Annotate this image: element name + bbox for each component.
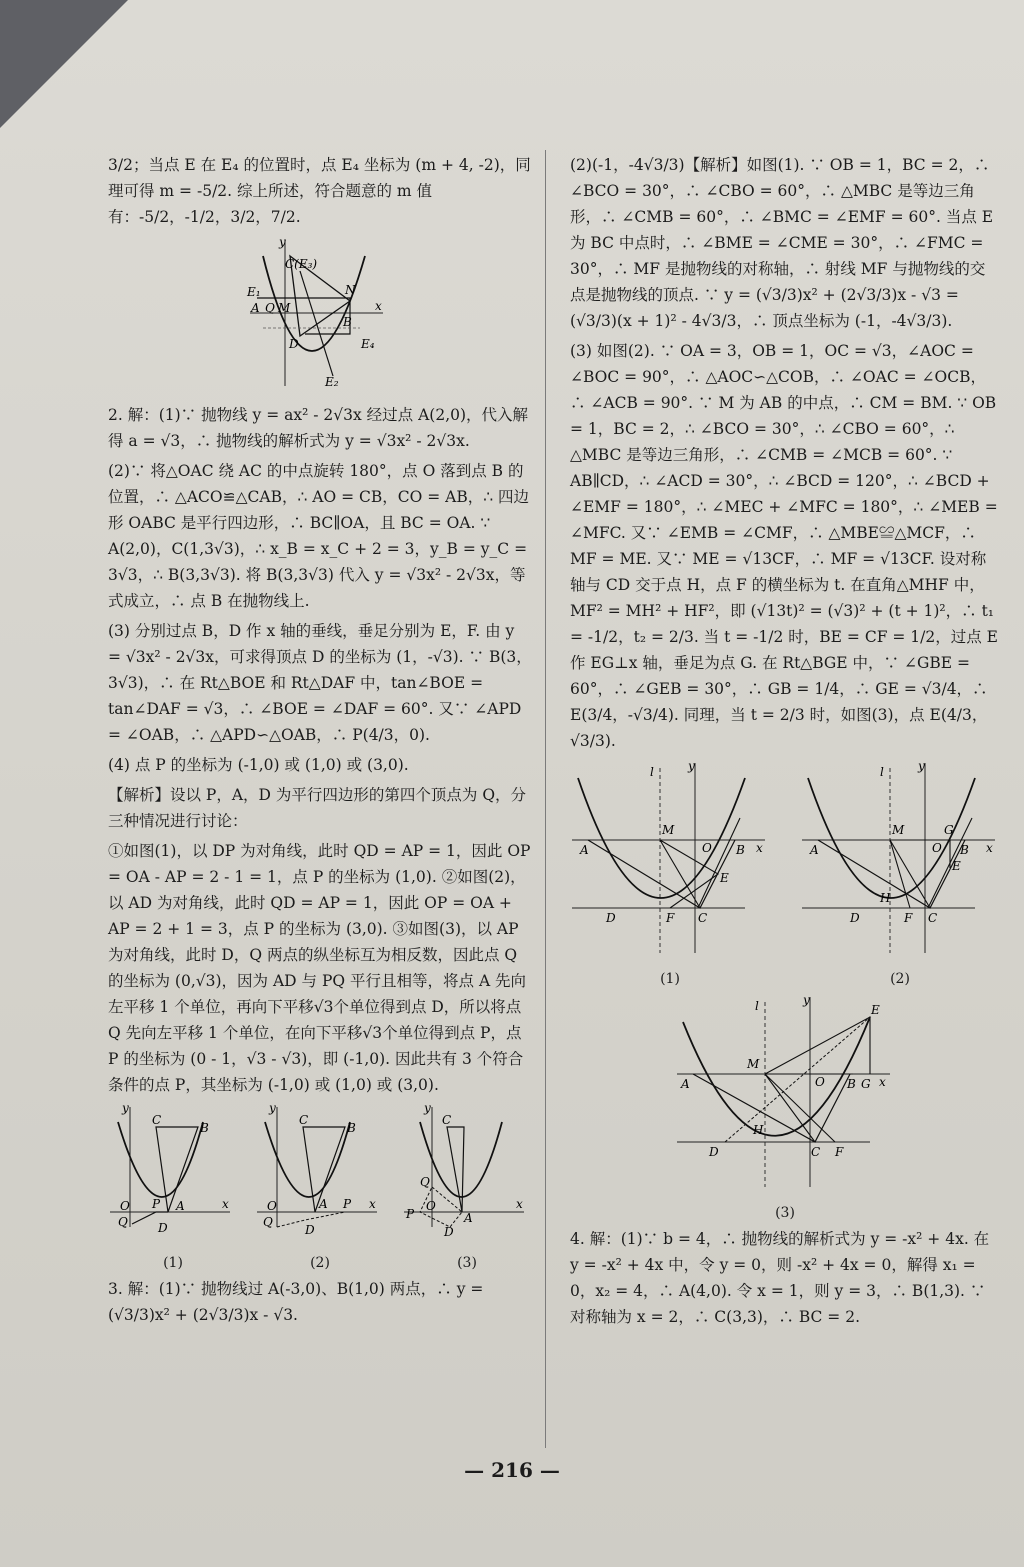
q3fig2-label-a: A — [810, 843, 819, 857]
q2-part3: (3) 分别过点 B，D 作 x 轴的垂线，垂足分别为 E，F. 由 y = √3x² - 2√3x，可求得顶点 D 的坐标为 (1，-√3). ∵ B(3，3√3)，∴ 在 Rt△BOE 和 Rt△DAF 中，tan∠BOE = tan∠DAF = √3，∴ ∠BOE = ∠DAF = 60°. 又∵ ∠APD = ∠OAB，∴ △APD∽△OAB，∴ P(4/3，0). — [108, 622, 532, 744]
q3fig2-label-m: M — [892, 823, 905, 837]
q3fig2-label-d: D — [850, 911, 860, 925]
fig3-label-q: Q — [420, 1175, 430, 1189]
q3fig3-label-l: l — [755, 999, 759, 1013]
q3fig2-label-b: B — [960, 843, 969, 857]
q3fig1-label-f: F — [666, 911, 675, 925]
fig2-label-d: D — [305, 1223, 315, 1237]
fig-q3-2 — [800, 758, 1000, 992]
q3-part2: (2)(-1，-4√3/3)【解析】如图(1). ∵ OB = 1，BC = 2，∴ ∠BCO = 30°，∴ ∠CBO = 60°，∴ △MBC 是等边三角形，∴ ∠CMB = 60°，∴ ∠BMC = ∠EMF = 60°. 当点 E 为 BC 中点时，∴ ∠BME = ∠CME = 30°，∴ ∠FMC = 30°，∴ MF 是抛物线的对称轴，∴ 射线 MF 与抛物线的交点是抛物线的顶点. ∵ y = (√3/3)x² + (2√3/3)x - √3 = (√3/3)(x + 1)² - 4√3/3，∴ 顶点坐标为 (-1，-4√3/3). — [570, 156, 994, 330]
figure-row-q3 — [570, 758, 1000, 992]
left-para-1: 3/2；当点 E 在 E₄ 的位置时，点 E₄ 坐标为 (m + 4, -2)，同理可得 m = -5/2. 综上所述，符合题意的 m 值有：-5/2，-1/2，3/2，7/2. — [108, 156, 531, 226]
q2-analysis: 【解析】设以 P，A，D 为平行四边形的第四个顶点为 Q，分三种情况进行讨论： — [108, 786, 527, 830]
fig2-label-a: A — [319, 1197, 328, 1211]
fig3-label-p: P — [406, 1207, 415, 1221]
fig3-label-y: y — [424, 1102, 431, 1115]
page-corner-shadow — [0, 0, 128, 128]
q3-part3: (3) 如图(2). ∵ OA = 3，OB = 1，OC = √3，∠AOC = ∠BOC = 90°，∴ △AOC∽△COB，∴ ∠OAC = ∠OCB，∴ ∠ACB = 90°. ∵ M 为 AB 的中点，∴ CM = BM. ∵ OB = 1，BC = 2，∴ ∠BCO = 30°，∴ ∠CBO = 60°，∴ △MBC 是等边三角形，∴ ∠CMB = ∠MCB = 60°. ∵ AB∥CD，∴ ∠ACD = 30°，∴ ∠BCD = 120°，∴ ∠BCD + ∠EMF = 180°，∴ ∠MEC + ∠MFC = 180°，∴ ∠MEB = ∠MFC. 又∵ ∠EMB = ∠CMF，∴ △MBE≌△MCF，∴ MF = ME. 又∵ ME = √13CF，∴ MF = √13CF. 设对称轴与 CD 交于点 H，点 F 的横坐标为 t. 在直角△MHF 中，MF² = MH² + HF²，即 (√13t)² = (√3)² + (t + 1)²，∴ t₁ = -1/2，t₂ = 2/3. 当 t = -1/2 时，BE = CF = 1/2，过点 E 作 EG⊥x 轴，垂足为点 G. 在 Rt△BGE 中，∵ ∠GBE = 60°，∴ ∠GEB = 30°，∴ GB = 1/4，∴ GE = √3/4，∴ E(3/4，-√3/4). 同理，当 t = 2/3 时，如图(3)，点 E(4/3，√3/3). — [570, 342, 998, 750]
q3fig1-label-l: l — [650, 765, 654, 779]
q3fig3-label-a: A — [681, 1077, 690, 1091]
column-divider — [545, 150, 546, 1448]
fig-top-label-m: M — [278, 301, 291, 315]
q3fig3-label-o: O — [815, 1075, 825, 1089]
q3fig2-label-y: y — [918, 759, 925, 773]
q3fig3-label-y: y — [803, 993, 810, 1007]
q3fig1-label-o: O — [702, 841, 712, 855]
q3fig1-label-e: E — [720, 871, 729, 885]
q2-part1: 2. 解：(1)∵ 抛物线 y = ax² - 2√3x 经过点 A(2,0)，代入解得 a = √3，∴ 抛物线的解析式为 y = √3x² - 2√3x. — [108, 406, 529, 450]
fig1-label-a: A — [176, 1199, 185, 1213]
fig-q3-3 — [675, 992, 895, 1226]
fig2-label-x: x — [369, 1197, 376, 1211]
fig-parallelogram-2 — [255, 1102, 385, 1276]
fig2-label-b: B — [347, 1121, 356, 1135]
left-column — [108, 152, 532, 1332]
q3fig3-label-f: F — [835, 1145, 844, 1159]
q3fig3-label-g: G — [861, 1077, 871, 1091]
fig-top-label-q: Q — [265, 301, 275, 315]
fig3-label-c: C — [442, 1113, 452, 1127]
fig1-label-d: D — [158, 1221, 168, 1235]
q3fig2-label-o: O — [932, 841, 942, 855]
fig2-label-q: Q — [263, 1215, 273, 1229]
fig-top-label-n: N — [345, 283, 356, 297]
fig1-caption: (1) — [163, 1255, 183, 1271]
fig2-label-y: y — [269, 1102, 276, 1115]
fig3-label-a: A — [464, 1211, 473, 1225]
q3fig3-label-b: B — [847, 1077, 856, 1091]
fig-parallelogram-3 — [402, 1102, 532, 1276]
q3-part1: 3. 解：(1)∵ 抛物线过 A(-3,0)、B(1,0) 两点，∴ y = (√3/3)x² + (2√3/3)x - √3. — [108, 1280, 484, 1324]
fig-top-label-e4: E₄ — [361, 337, 375, 351]
q3fig1-label-m: M — [662, 823, 675, 837]
q3fig3-caption: (3) — [775, 1205, 795, 1221]
fig2-label-p: P — [343, 1197, 352, 1211]
fig2-caption: (2) — [310, 1255, 330, 1271]
q3fig2-label-f: F — [904, 911, 913, 925]
fig-q3-1 — [570, 758, 770, 992]
fig-parallelogram-1 — [108, 1102, 238, 1276]
fig3-label-x: x — [516, 1197, 523, 1211]
figure-row-parallelograms — [108, 1102, 532, 1276]
fig3-label-o: O — [426, 1199, 436, 1213]
fig-top-label-x: x — [375, 299, 382, 313]
fig1-label-y: y — [122, 1102, 129, 1115]
q3fig3-label-m: M — [747, 1057, 760, 1071]
fig1-label-x: x — [222, 1197, 229, 1211]
fig1-label-o: O — [120, 1199, 130, 1213]
q3fig3-label-x: x — [879, 1075, 886, 1089]
q3fig1-label-d: D — [606, 911, 616, 925]
q3fig3-label-d: D — [709, 1145, 719, 1159]
q3fig2-label-h: H — [880, 891, 891, 905]
fig1-label-p: P — [152, 1197, 161, 1211]
q2-part4: (4) 点 P 的坐标为 (-1,0) 或 (1,0) 或 (3,0). — [108, 756, 409, 774]
q3fig1-label-c: C — [698, 911, 708, 925]
fig-top-label-c: C(E₃) — [285, 257, 318, 271]
fig-top-label-e2: E₂ — [325, 375, 339, 389]
fig3-label-d: D — [444, 1225, 454, 1239]
fig3-caption: (3) — [457, 1255, 477, 1271]
fig-top-label-d: D — [289, 337, 299, 351]
fig2-label-c: C — [299, 1113, 309, 1127]
page-number: — 216 — — [464, 1458, 560, 1482]
q3fig2-label-g: G — [944, 823, 954, 837]
fig1-label-q: Q — [118, 1215, 128, 1229]
q2-part2: (2)∵ 将△OAC 绕 AC 的中点旋转 180°，点 O 落到点 B 的位置，∴ △ACO≌△CAB，∴ AO = CB，CO = AB，∴ 四边形 OABC 是平行四边形，∴ BC∥OA，且 BC = OA. ∵ A(2,0)，C(1,3√3)，∴ x_B = x_C + 2 = 3，y_B = y_C = 3√3，∴ B(3,3√3). 将 B(3,3√3) 代入 y = √3x² - 2√3x，等式成立，∴ 点 B 在抛物线上. — [108, 462, 530, 610]
fig-top-label-b: B — [343, 315, 352, 329]
q3fig1-label-y: y — [688, 759, 695, 773]
fig2-label-o: O — [267, 1199, 277, 1213]
q3fig1-caption: (1) — [660, 971, 680, 987]
q4-part1: 4. 解：(1)∵ b = 4，∴ 抛物线的解析式为 y = -x² + 4x. 在 y = -x² + 4x 中，令 y = 0，则 -x² + 4x = 0，解得 x₁ = 0，x₂ = 4，∴ A(4,0). 令 x = 1，则 y = 3，∴ B(1,3). ∵ 对称轴为 x = 2，∴ C(3,3)，∴ BC = 2. — [570, 1230, 990, 1326]
q3fig2-label-c: C — [928, 911, 938, 925]
q3fig2-label-x: x — [986, 841, 993, 855]
q3fig2-caption: (2) — [890, 971, 910, 987]
q3fig3-label-e: E — [871, 1003, 880, 1017]
q2-cases: ①如图(1)，以 DP 为对角线，此时 QD = AP = 1，因此 OP = OA - AP = 2 - 1 = 1，点 P 的坐标为 (1,0). ②如图(2)，以 AD 为对角线，此时 QD = AP = 1，因此 OP = OA + AP = 2 + 1 = 3，点 P 的坐标为 (3,0). ③如图(3)，以 AP 为对角线，此时 D，Q 两点的纵坐标互为相反数，因此点 Q 的坐标为 (0,√3)，因为 AD 与 PQ 平行且相等，将点 A 先向左平移 1 个单位，再向下平移√3个单位得到点 D，所以将点 Q 先向左平移 1 个单位，在向下平移√3个单位得到点 P，点 P 的坐标为 (0 - 1，√3 - √3)，即 (-1,0). 因此共有 3 个符合条件的点 P，其坐标为 (-1,0) 或 (1,0) 或 (3,0). — [108, 842, 531, 1094]
q3fig3-label-h: H — [753, 1123, 764, 1137]
q3fig1-label-x: x — [756, 841, 763, 855]
fig-top-label-e1: E₁ — [247, 285, 261, 299]
q3fig2-label-e: E — [952, 859, 961, 873]
right-column — [570, 152, 1000, 1334]
figure-e-positions — [245, 236, 395, 396]
fig-top-label-a: A — [251, 301, 260, 315]
q3fig2-label-l: l — [880, 765, 884, 779]
fig1-label-c: C — [152, 1113, 162, 1127]
q3fig3-label-c: C — [811, 1145, 821, 1159]
fig-top-label-y: y — [279, 236, 286, 249]
q3fig1-label-a: A — [580, 843, 589, 857]
q3fig1-label-b: B — [736, 843, 745, 857]
fig1-label-b: B — [200, 1121, 209, 1135]
